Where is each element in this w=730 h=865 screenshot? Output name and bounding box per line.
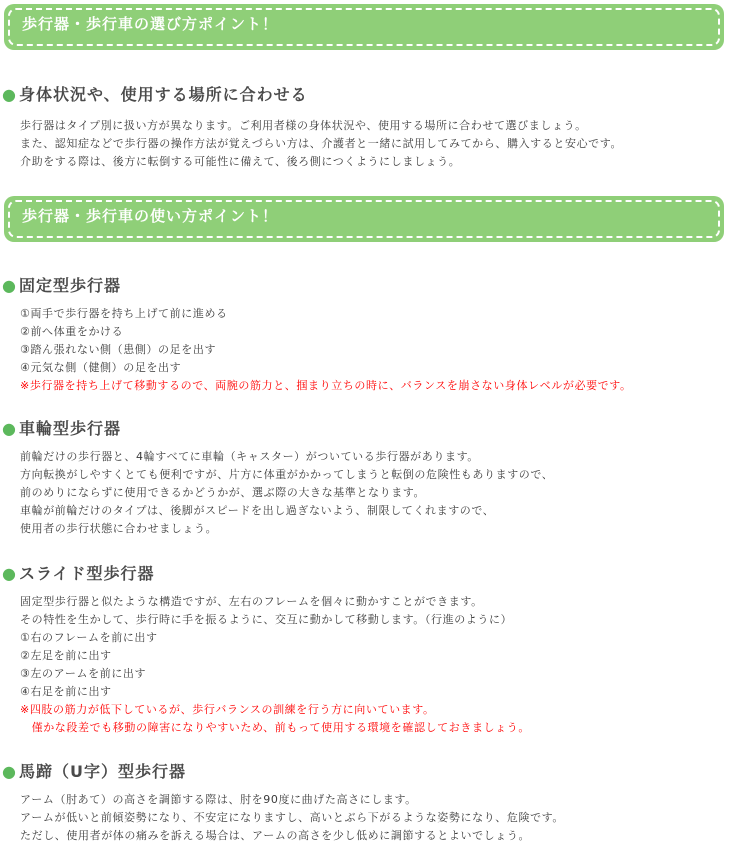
text-line: ①両手で歩行器を持ち上げて前に進める	[20, 307, 228, 320]
text-line: 介助をする際は、後方に転倒する可能性に備えて、後ろ側につくようにしましょう。	[20, 155, 461, 168]
text-line: ②左足を前に出す	[20, 649, 112, 662]
bullet-icon: ●	[2, 85, 17, 104]
text-line: 使用者の歩行状態に合わせましょう。	[20, 522, 218, 535]
section-banner-selection	[4, 4, 724, 50]
text-line: アーム（肘あて）の高さを調節する際は、肘を90度に曲げた高さにします。	[20, 793, 417, 806]
paragraph	[20, 117, 622, 171]
note-line: 僅かな段差でも移動の障害になりやすいため、前もって使用する環境を確認しておきましょう。	[20, 721, 530, 734]
text-line: 方向転換がしやすくとても便利ですが、片方に体重がかかってしまうと転倒の危険性もありますので、	[20, 468, 554, 481]
heading-text: 車輪型歩行器	[18, 419, 121, 438]
text-line: ④右足を前に出す	[20, 685, 112, 698]
heading-text: 身体状況や、使用する場所に合わせる	[18, 85, 308, 104]
text-line: ③左のアームを前に出す	[20, 667, 147, 680]
text-line: ただし、使用者が体の痛みを訴える場合は、アームの高さを少し低めに調節するとよいでしょう。	[20, 829, 531, 842]
section-heading	[2, 759, 186, 782]
section-heading	[2, 561, 155, 584]
text-line: また、認知症などで歩行器の操作方法が覚えづらい方は、介護者と一緒に試用してみてから、購入すると安心です。	[20, 137, 623, 150]
text-line: 前のめりにならずに使用できるかどうかが、選ぶ際の大きな基準となります。	[20, 486, 426, 499]
text-line: 歩行器はタイプ別に扱い方が異なります。ご利用者様の身体状況や、使用する場所に合わせて選びましょう。	[20, 119, 587, 132]
bullet-icon: ●	[2, 419, 17, 438]
text-line: ③踏ん張れない側（患側）の足を出す	[20, 343, 217, 356]
section-banner-usage	[4, 196, 724, 242]
bullet-icon: ●	[2, 564, 17, 583]
paragraph	[20, 593, 530, 737]
paragraph	[20, 448, 553, 538]
section-heading	[2, 273, 121, 296]
bullet-icon: ●	[2, 276, 17, 295]
heading-text: 固定型歩行器	[18, 276, 121, 295]
text-line: ④元気な側（健側）の足を出す	[20, 361, 182, 374]
note-line: ※四肢の筋力が低下しているが、歩行バランスの訓練を行う方に向いています。	[20, 703, 435, 716]
section-heading	[2, 416, 121, 439]
text-line: 車輪が前輪だけのタイプは、後脚がスピードを出し過ぎないよう、制限してくれますので、	[20, 504, 495, 517]
text-line: ②前へ体重をかける	[20, 325, 124, 338]
heading-text: スライド型歩行器	[18, 564, 155, 583]
section-heading	[2, 82, 308, 105]
heading-text: 馬蹄（U字）型歩行器	[18, 762, 186, 781]
text-line: その特性を生かして、歩行時に手を振るように、交互に動かして移動します。（行進のように）	[20, 613, 513, 626]
text-line: アームが低いと前傾姿勢になり、不安定になりますし、高いとぶら下がるような姿勢になり、危険です。	[20, 811, 564, 824]
text-line: 固定型歩行器と似たような構造ですが、左右のフレームを個々に動かすことができます。	[20, 595, 483, 608]
text-line: 前輪だけの歩行器と、4輪すべてに車輪（キャスター）がついている歩行器があります。	[20, 450, 479, 463]
banner-title: 歩行器・歩行車の選び方ポイント！	[22, 15, 279, 33]
text-line: ①右のフレームを前に出す	[20, 631, 158, 644]
paragraph	[20, 791, 564, 845]
paragraph	[20, 305, 632, 395]
bullet-icon: ●	[2, 762, 17, 781]
banner-title: 歩行器・歩行車の使い方ポイント！	[22, 207, 279, 225]
note-line: ※歩行器を持ち上げて移動するので、両腕の筋力と、掴まり立ちの時に、バランスを崩さない身体レベルが必要です。	[20, 379, 632, 392]
